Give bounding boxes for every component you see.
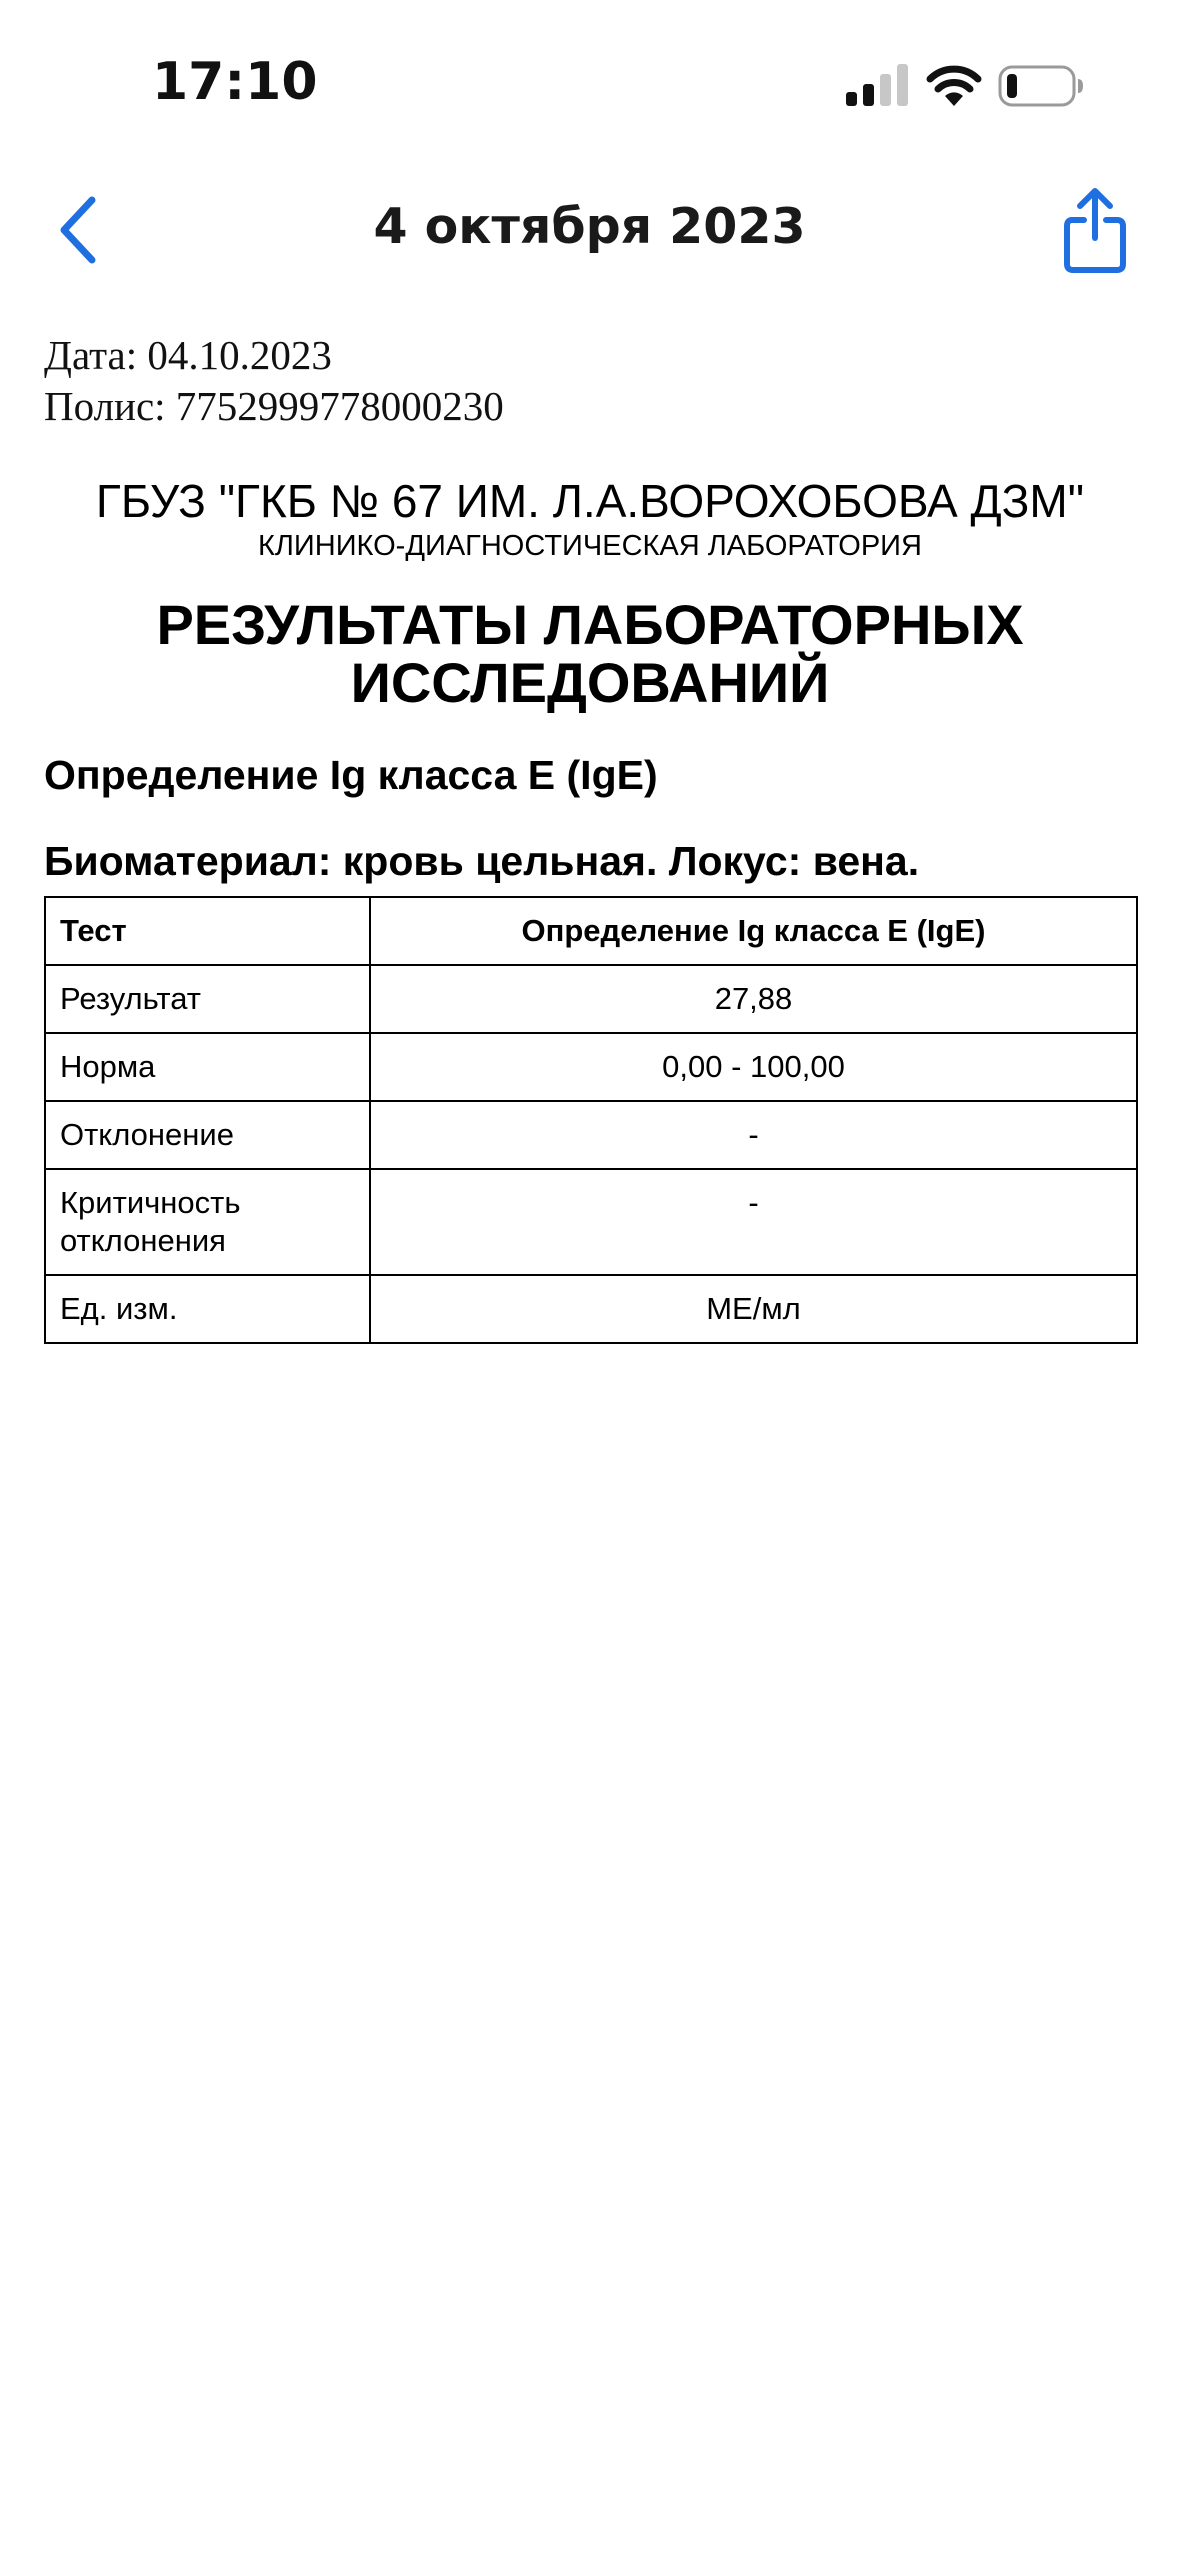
table-row [45, 1033, 1137, 1101]
test-section-title: Определение Ig класса E (IgE) [44, 752, 658, 798]
table-row-value: - [370, 1169, 1137, 1275]
table-header-cell: Тест [45, 897, 370, 965]
nav-title: 4 октября 2023 [373, 198, 806, 255]
table-row-label: Ед. изм. [45, 1275, 370, 1343]
laboratory-name: КЛИНИКО-ДИАГНОСТИЧЕСКАЯ ЛАБОРАТОРИЯ [258, 530, 922, 562]
table-row-value: 27,88 [370, 965, 1137, 1033]
table-row-label: Отклонение [45, 1101, 370, 1169]
table-row-value: 0,00 - 100,00 [370, 1033, 1137, 1101]
table-header-row [45, 897, 1137, 965]
results-table [44, 896, 1138, 1344]
battery-icon [998, 64, 1084, 108]
share-icon [1060, 186, 1130, 274]
report-title: РЕЗУЛЬТАТЫ ЛАБОРАТОРНЫХ ИССЛЕДОВАНИЙ [156, 593, 1024, 714]
signal-icon [846, 64, 910, 108]
table-row [45, 1275, 1137, 1343]
table-row-label: Норма [45, 1033, 370, 1101]
table-row [45, 965, 1137, 1033]
table-row [45, 1169, 1137, 1275]
organization-name: ГБУЗ "ГКБ № 67 ИМ. Л.А.ВОРОХОБОВА ДЗМ" [95, 475, 1085, 527]
status-time: 17:10 [152, 52, 318, 112]
share-button[interactable] [1060, 186, 1130, 274]
biomaterial-info: Биоматериал: кровь цельная. Локус: вена. [44, 838, 920, 884]
table-row-label: Результат [45, 965, 370, 1033]
table-row-value: - [370, 1101, 1137, 1169]
navigation-bar [0, 170, 1179, 290]
report-date: Дата: 04.10.2023 [44, 332, 332, 378]
table-row [45, 1101, 1137, 1169]
table-header-cell: Определение Ig класса E (IgE) [370, 897, 1137, 965]
lab-report-document [44, 330, 1136, 1344]
table-row-value: МЕ/мл [370, 1275, 1137, 1343]
wifi-icon [926, 62, 982, 108]
insurance-policy: Полис: 7752999778000230 [44, 383, 504, 429]
table-row-label: Критичность отклонения [45, 1169, 370, 1275]
status-bar [0, 0, 1179, 150]
